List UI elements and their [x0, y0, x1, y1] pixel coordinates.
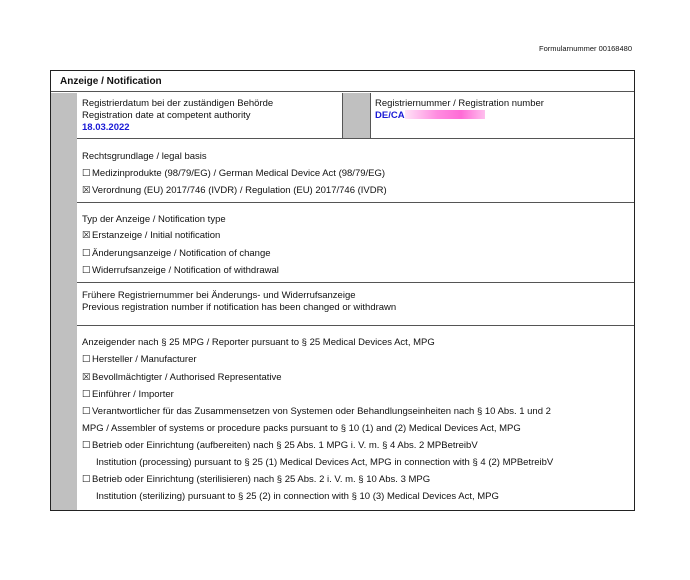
reporter-option-continuation: Institution (sterilizing) pursuant to § 25 (2) in connection with § 10 (3) Medical Devices Act, MPG: [96, 491, 499, 502]
registration-date-label-en: Registration date at competent authority: [82, 110, 251, 121]
reporter-option-continuation: MPG / Assembler of systems or procedure packs pursuant to § 10 (1) and (2) Medical Devices Act, MPG: [82, 423, 521, 434]
reporter-option: [82, 372, 282, 383]
registration-number-field: [375, 110, 485, 121]
registration-gray-cell: [343, 93, 370, 138]
reporter-option: [82, 406, 551, 417]
checkbox[interactable]: ☒: [82, 372, 91, 383]
notification-type-section: [77, 203, 634, 283]
option-label: Änderungsanzeige / Notification of change: [92, 248, 271, 259]
checkbox[interactable]: ☐: [82, 248, 91, 259]
legal-basis-option: [82, 168, 385, 179]
option-label: Medizinprodukte (98/79/EG) / German Medical Device Act (98/79/EG): [92, 168, 386, 179]
checkbox[interactable]: ☐: [82, 168, 91, 179]
legal-basis-section: [77, 139, 634, 203]
registration-section: [77, 93, 634, 139]
checkbox[interactable]: ☐: [82, 354, 91, 365]
checkbox[interactable]: ☒: [82, 185, 91, 196]
checkbox[interactable]: ☐: [82, 265, 91, 276]
option-label: Einführer / Importer: [92, 389, 174, 400]
legal-basis-heading: Rechtsgrundlage / legal basis: [82, 151, 207, 162]
reporter-option: [82, 354, 197, 365]
option-label: Betrieb oder Einrichtung (aufbereiten) nach § 25 Abs. 1 MPG i. V. m. § 4 Abs. 2 MPBetreibV: [92, 440, 478, 451]
notification-form: [50, 70, 635, 511]
registration-number-value: DE/CA: [375, 110, 405, 121]
option-label: Verantwortlicher für das Zusammensetzen von Systemen oder Behandlungseinheiten nach § 10 Abs. 1 und 2: [92, 406, 551, 417]
form-number: Formularnummer 00168480: [539, 44, 632, 53]
checkbox[interactable]: ☐: [82, 406, 91, 417]
notification-type-option: [82, 230, 220, 241]
option-label: Bevollmächtigter / Authorised Representative: [92, 372, 282, 383]
option-label: Erstanzeige / Initial notification: [92, 230, 221, 241]
redaction-mark: [405, 110, 485, 119]
reporter-option-continuation: Institution (processing) pursuant to § 25 (1) Medical Devices Act, MPG in connection with § 4 (2) MPBetreibV: [96, 457, 554, 468]
form-title: Anzeige / Notification: [51, 71, 634, 92]
previous-registration-label-en: Previous registration number if notification has been changed or withdrawn: [82, 302, 397, 313]
registration-number-label: Registriernummer / Registration number: [375, 98, 544, 109]
previous-registration-section: [77, 283, 634, 326]
notification-type-option: [82, 248, 271, 259]
checkbox[interactable]: ☐: [82, 440, 91, 451]
checkbox[interactable]: ☐: [82, 474, 91, 485]
registration-date-value: 18.03.2022: [82, 122, 130, 133]
registration-date-label-de: Registrierdatum bei der zuständigen Behörde: [82, 98, 274, 109]
option-label: Verordnung (EU) 2017/746 (IVDR) / Regulation (EU) 2017/746 (IVDR): [92, 185, 387, 196]
notification-type-option: [82, 265, 279, 276]
checkbox[interactable]: ☐: [82, 389, 91, 400]
checkbox[interactable]: ☒: [82, 230, 91, 241]
option-label: Betrieb oder Einrichtung (sterilisieren) nach § 25 Abs. 2 i. V. m. § 10 Abs. 3 MPG: [92, 474, 431, 485]
reporter-heading: Anzeigender nach § 25 MPG / Reporter pursuant to § 25 Medical Devices Act, MPG: [82, 337, 435, 348]
legal-basis-option: [82, 185, 387, 196]
reporter-option: [82, 389, 174, 400]
reporter-option: [82, 474, 430, 485]
previous-registration-label-de: Frühere Registriernummer bei Änderungs- und Widerrufsanzeige: [82, 290, 356, 301]
option-label: Hersteller / Manufacturer: [92, 354, 197, 365]
reporter-section: [77, 326, 634, 510]
registration-divider-right: [370, 93, 371, 138]
notification-type-heading: Typ der Anzeige / Notification type: [82, 214, 226, 225]
left-margin-column: [51, 93, 77, 510]
option-label: Widerrufsanzeige / Notification of withdrawal: [92, 265, 279, 276]
reporter-option: [82, 440, 478, 451]
